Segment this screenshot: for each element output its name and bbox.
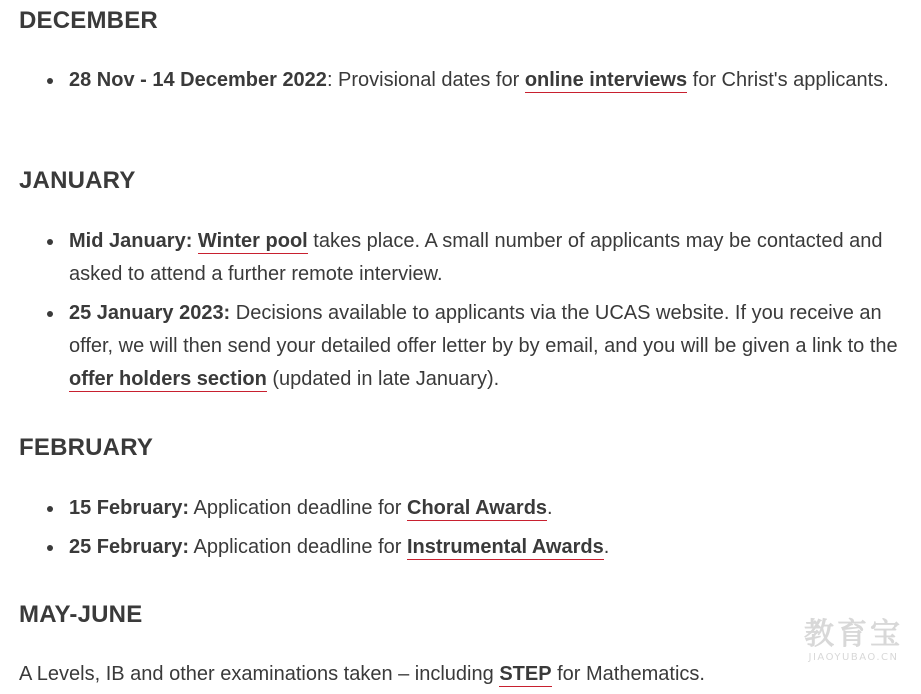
watermark-en: JIAOYUBAO.CN bbox=[808, 652, 899, 663]
link-online-interviews[interactable]: online interviews bbox=[524, 69, 688, 91]
list-february bbox=[19, 492, 899, 570]
list-january bbox=[19, 225, 899, 402]
item-date: 25 January 2023: bbox=[69, 302, 231, 324]
watermark-cn: 教育宝 bbox=[804, 617, 903, 652]
item-date: Mid January: bbox=[69, 230, 198, 252]
heading-january: JANUARY bbox=[19, 167, 136, 194]
heading-february: FEBRUARY bbox=[19, 434, 154, 461]
list-december bbox=[19, 64, 899, 103]
list-item: 25 February: Application deadline for Instrumental Awards. bbox=[19, 531, 899, 564]
link-offer-holders-section[interactable]: offer holders section bbox=[69, 368, 267, 390]
item-date: 25 February: bbox=[69, 536, 190, 558]
list-item: Mid January: Winter pool takes place. A small number of applicants may be contacted and asked to attend a further remote interview. bbox=[19, 225, 899, 291]
heading-may-june: MAY-JUNE bbox=[19, 601, 143, 628]
item-date: 15 February: bbox=[69, 497, 190, 519]
heading-december: DECEMBER bbox=[19, 7, 158, 34]
list-item: 28 Nov - 14 December 2022: Provisional dates for online interviews for Christ's applicants. bbox=[19, 64, 899, 97]
watermark-logo bbox=[804, 618, 903, 663]
list-item: 15 February: Application deadline for Choral Awards. bbox=[19, 492, 899, 525]
link-instrumental-awards[interactable]: Instrumental Awards bbox=[407, 536, 604, 558]
list-item: 25 January 2023: Decisions available to applicants via the UCAS website. If you receive an offer, we will then send your detailed offer letter by by email, and you will be given a link to the offer holders section (updated in late January). bbox=[19, 297, 899, 396]
link-step[interactable]: STEP bbox=[499, 663, 552, 685]
link-winter-pool[interactable]: Winter pool bbox=[197, 230, 308, 252]
link-choral-awards[interactable]: Choral Awards bbox=[407, 497, 548, 519]
item-date: 28 Nov - 14 December 2022 bbox=[69, 69, 327, 91]
may-june-paragraph: A Levels, IB and other examinations taken – including STEP for Mathematics. bbox=[19, 663, 705, 685]
